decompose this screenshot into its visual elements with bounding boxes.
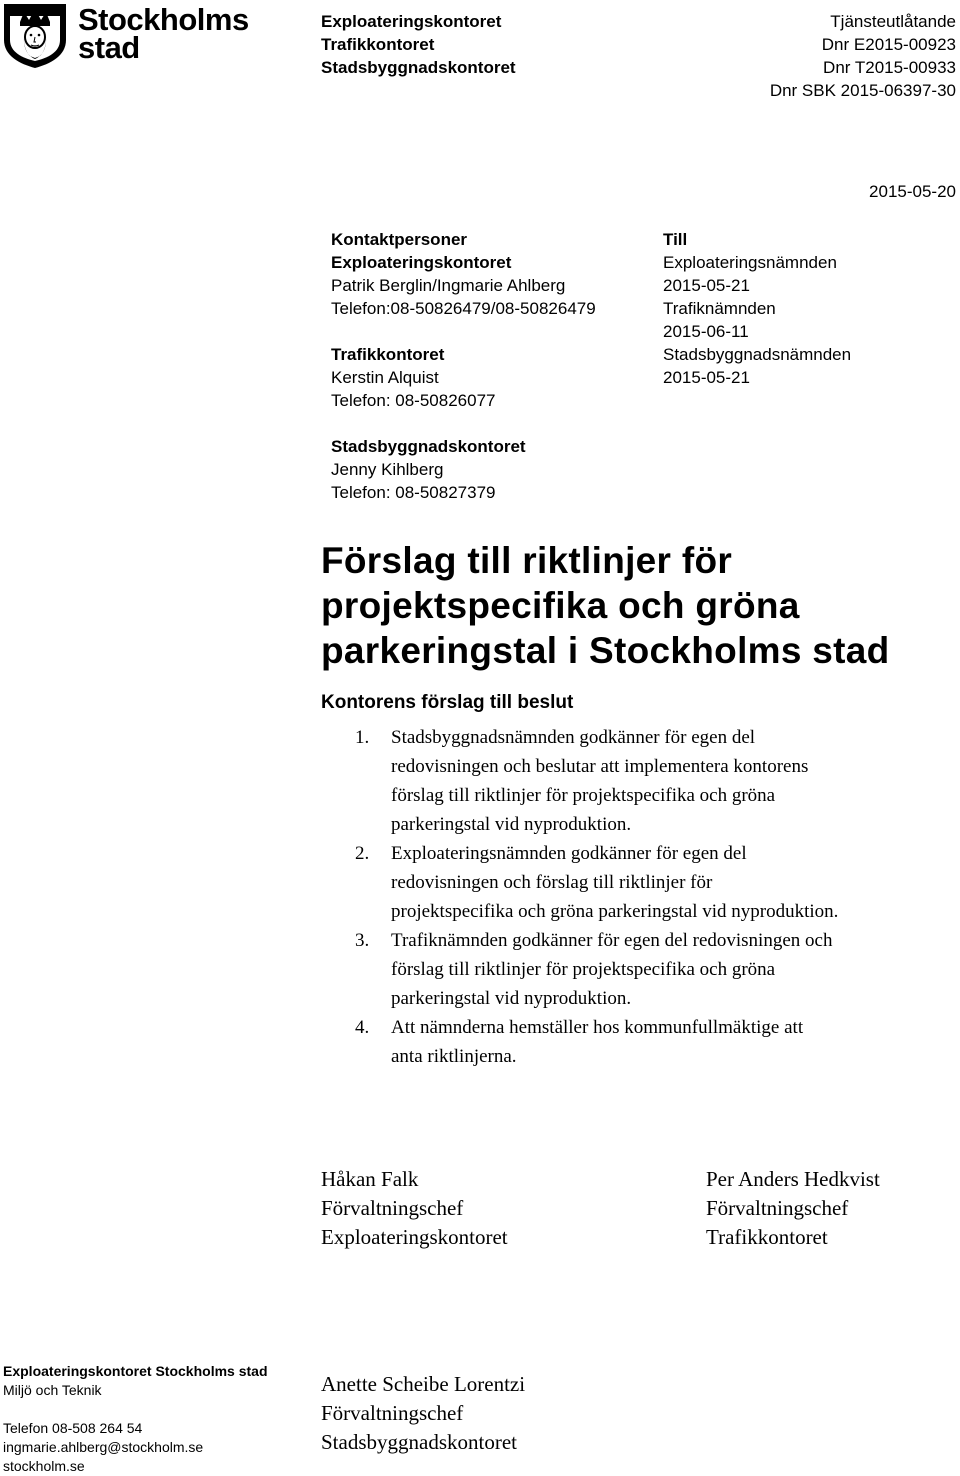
diary-number: Dnr E2015-00923 <box>821 35 956 54</box>
footer-email-link[interactable]: ingmarie.ahlberg@stockholm.se <box>3 1439 204 1455</box>
item-text: parkeringstal vid nyproduktion. <box>391 814 632 835</box>
contact-phone: Telefon: 08-50827379 <box>331 483 496 502</box>
recipients <box>663 228 851 389</box>
item-text: anta riktlinjerna. <box>391 1046 517 1067</box>
stockholms-stad-logo <box>0 0 249 70</box>
header-document-references <box>770 10 956 102</box>
footer-department: Miljö och Teknik <box>3 1382 102 1398</box>
item-number: 3. <box>355 930 370 951</box>
contacts-heading: Kontaktpersoner <box>331 230 468 249</box>
signatory-office: Stadsbyggnadskontoret <box>321 1430 517 1454</box>
document-date: 2015-05-20 <box>869 182 956 201</box>
decision-list <box>355 723 955 1071</box>
signatory-name: Håkan Falk <box>321 1167 419 1191</box>
signatory-name: Anette Scheibe Lorentzi <box>321 1372 526 1396</box>
item-text: Exploateringsnämnden godkänner för egen del <box>391 843 747 864</box>
contact-phone: Telefon:08-50826479/08-50826479 <box>331 299 596 318</box>
recipient-date: 2015-05-21 <box>663 368 750 387</box>
item-number: 4. <box>355 1017 370 1038</box>
item-number: 2. <box>355 843 370 864</box>
list-item <box>355 839 955 926</box>
contact-persons <box>331 228 596 504</box>
title-line: projektspecifika och gröna <box>321 585 800 626</box>
recipients-heading: Till <box>663 230 688 249</box>
item-text: redovisningen och förslag till riktlinjer för <box>391 872 713 893</box>
diary-number: Dnr T2015-00933 <box>823 58 956 77</box>
item-text: förslag till riktlinjer för projektspecifika och gröna <box>391 959 776 980</box>
signatory-name: Per Anders Hedkvist <box>706 1167 880 1191</box>
logo-wordmark <box>78 2 249 65</box>
header-office: Stadsbyggnadskontoret <box>321 58 516 77</box>
item-text: förslag till riktlinjer för projektspecifika och gröna <box>391 785 776 806</box>
stockholm-crown-head-emblem-icon <box>0 0 70 70</box>
signature-block <box>321 1370 525 1457</box>
item-text: parkeringstal vid nyproduktion. <box>391 988 632 1009</box>
item-text: Stadsbyggnadsnämnden godkänner för egen del <box>391 727 756 748</box>
decision-heading: Kontorens förslag till beslut <box>321 692 574 713</box>
contact-person: Patrik Berglin/Ingmarie Ahlberg <box>331 276 566 295</box>
contact-office: Trafikkontoret <box>331 345 445 364</box>
signatory-role: Förvaltningschef <box>321 1196 464 1220</box>
document-title <box>321 538 890 673</box>
signatory-role: Förvaltningschef <box>321 1401 464 1425</box>
header-office: Exploateringskontoret <box>321 12 502 31</box>
footer-contact <box>3 1362 268 1476</box>
item-text: projektspecifika och gröna parkeringstal vid nyproduktion. <box>391 901 839 922</box>
recipient-date: 2015-05-21 <box>663 276 750 295</box>
list-item <box>355 723 955 839</box>
footer-phone: Telefon 08-508 264 54 <box>3 1420 143 1436</box>
recipient-name: Exploateringsnämnden <box>663 253 837 272</box>
signature-block <box>706 1165 880 1252</box>
recipient-name: Trafiknämnden <box>663 299 776 318</box>
diary-number: Dnr SBK 2015-06397-30 <box>769 81 956 100</box>
recipient-name: Stadsbyggnadsnämnden <box>663 345 852 364</box>
logo-line-2: stad <box>78 30 140 65</box>
contact-person: Jenny Kihlberg <box>331 460 444 479</box>
contact-person: Kerstin Alquist <box>331 368 439 387</box>
title-line: parkeringstal i Stockholms stad <box>321 630 890 671</box>
footer-organization: Exploateringskontoret Stockholms stad <box>3 1363 268 1379</box>
footer-website-link[interactable]: stockholm.se <box>3 1458 85 1474</box>
header-offices <box>321 10 516 79</box>
contact-office: Exploateringskontoret <box>331 253 512 272</box>
signatory-office: Exploateringskontoret <box>321 1225 508 1249</box>
item-text: Trafiknämnden godkänner för egen del redovisningen och <box>391 930 833 951</box>
recipient-date: 2015-06-11 <box>663 322 749 341</box>
header-office: Trafikkontoret <box>321 35 435 54</box>
item-text: redovisningen och beslutar att implementera kontorens <box>391 756 809 777</box>
list-item <box>355 1013 955 1071</box>
logo-line-1: Stockholms <box>78 2 249 37</box>
contact-office: Stadsbyggnadskontoret <box>331 437 526 456</box>
item-text: Att nämnderna hemställer hos kommunfullmäktige att <box>391 1017 804 1038</box>
signatory-office: Trafikkontoret <box>706 1225 828 1249</box>
signatory-role: Förvaltningschef <box>706 1196 849 1220</box>
item-number: 1. <box>355 727 370 748</box>
document-type: Tjänsteutlåtande <box>830 12 956 31</box>
title-line: Förslag till riktlinjer för <box>321 540 733 581</box>
list-item <box>355 926 955 1013</box>
contact-phone: Telefon: 08-50826077 <box>331 391 496 410</box>
signature-block <box>321 1165 508 1252</box>
